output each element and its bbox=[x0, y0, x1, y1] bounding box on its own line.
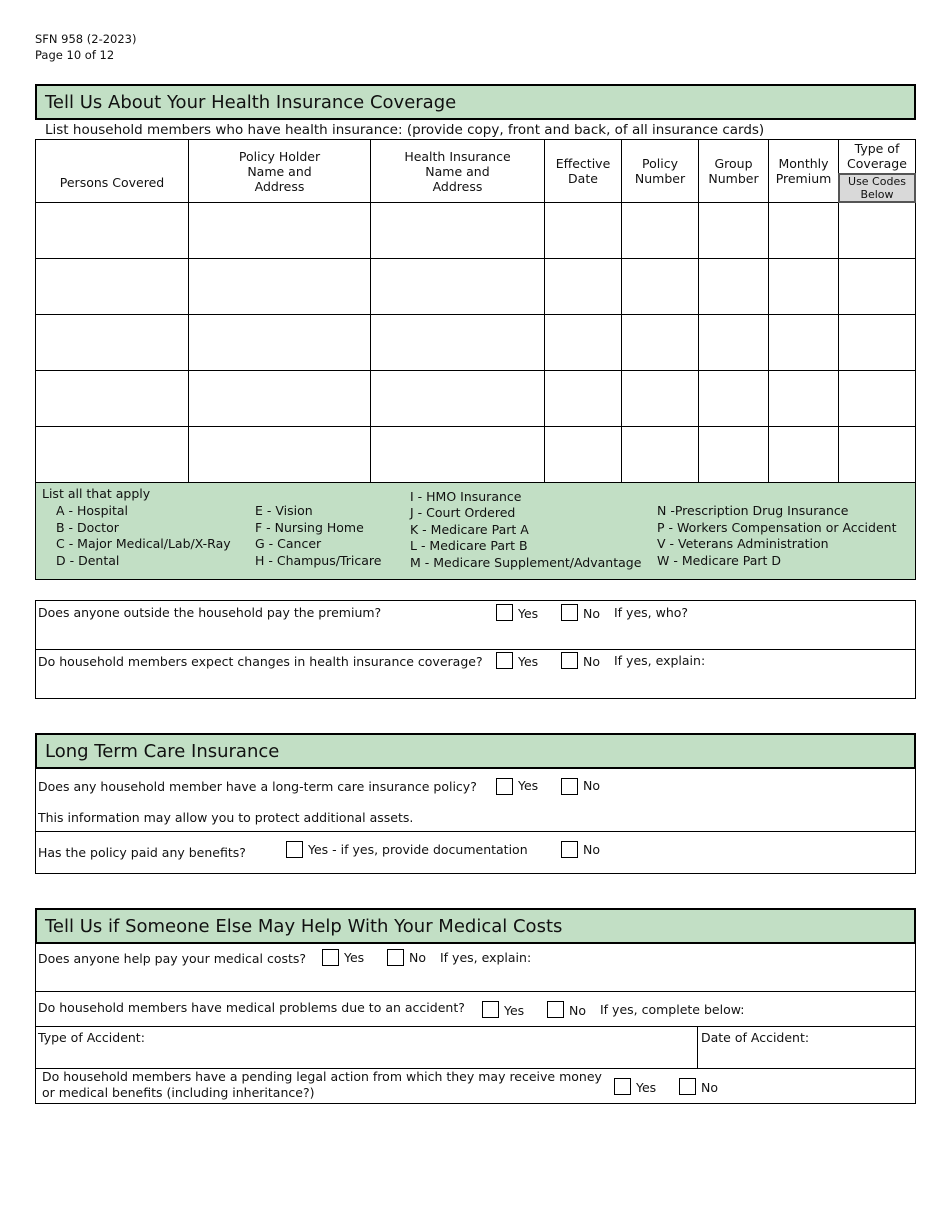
ltc-note: This information may allow you to protect additional assets. bbox=[38, 810, 414, 825]
no-label: No bbox=[583, 842, 600, 857]
q-help-pay-costs: Does anyone help pay your medical costs? bbox=[38, 951, 307, 966]
benefits-yes-checkbox[interactable] bbox=[286, 841, 303, 858]
code-h: H - Champus/Tricare bbox=[255, 553, 382, 568]
col-type-of-coverage: Type of Coverage bbox=[847, 141, 907, 171]
codes-intro: List all that apply bbox=[42, 486, 151, 501]
code-a: A - Hospital bbox=[56, 503, 129, 518]
no-label: No bbox=[583, 606, 600, 621]
code-j: J - Court Ordered bbox=[410, 505, 516, 520]
coverage-codes-legend bbox=[35, 482, 916, 580]
code-c: C - Major Medical/Lab/X-Ray bbox=[56, 536, 231, 551]
type-of-accident-field[interactable] bbox=[150, 1028, 694, 1066]
insurance-instructions: List household members who have health insurance: (provide copy, front and back, of all insurance cards) bbox=[45, 122, 765, 138]
col-insurance-name: Health Insurance Name and Address bbox=[404, 148, 511, 194]
if-yes-explain-label: If yes, explain: bbox=[440, 950, 532, 965]
code-f: F - Nursing Home bbox=[255, 520, 364, 535]
col-group-number: Group Number bbox=[708, 156, 759, 186]
yes-label: Yes bbox=[636, 1080, 657, 1095]
table-row[interactable] bbox=[36, 315, 915, 370]
section-title-medical-costs-help: Tell Us if Someone Else May Help With Your Medical Costs bbox=[35, 908, 916, 944]
code-d: D - Dental bbox=[56, 553, 120, 568]
col-monthly-premium: Monthly Premium bbox=[775, 156, 832, 186]
code-w: W - Medicare Part D bbox=[657, 553, 782, 568]
form-id: SFN 958 (2-2023) bbox=[35, 32, 137, 46]
code-i: I - HMO Insurance bbox=[410, 489, 522, 504]
q-accident-problems: Do household members have medical problems due to an accident? bbox=[38, 1000, 465, 1015]
use-codes-note: Use Codes Below bbox=[838, 173, 916, 203]
accident-no-checkbox[interactable] bbox=[547, 1001, 564, 1018]
page-number: Page 10 of 12 bbox=[35, 48, 115, 62]
benefits-no-checkbox[interactable] bbox=[561, 841, 578, 858]
ltc-policy-yes-checkbox[interactable] bbox=[496, 778, 513, 795]
table-row[interactable] bbox=[36, 259, 915, 314]
if-yes-who-label: If yes, who? bbox=[614, 605, 689, 620]
legal-action-yes-checkbox[interactable] bbox=[614, 1078, 631, 1095]
no-label: No bbox=[583, 778, 600, 793]
no-label: No bbox=[701, 1080, 718, 1095]
q-ltc-policy: Does any household member have a long-term care insurance policy? bbox=[38, 779, 477, 794]
code-v: V - Veterans Administration bbox=[657, 536, 829, 551]
q-policy-paid-benefits: Has the policy paid any benefits? bbox=[38, 845, 246, 860]
code-m: M - Medicare Supplement/Advantage bbox=[410, 555, 642, 570]
q-legal-action-line1: Do household members have a pending legal action from which they may receive money bbox=[42, 1069, 602, 1084]
no-label: No bbox=[409, 950, 426, 965]
table-row[interactable] bbox=[36, 427, 915, 482]
outside-pay-yes-checkbox[interactable] bbox=[496, 604, 513, 621]
yes-label: Yes bbox=[518, 778, 539, 793]
code-p: P - Workers Compensation or Accident bbox=[657, 520, 897, 535]
outside-pay-no-checkbox[interactable] bbox=[561, 604, 578, 621]
help-pay-yes-checkbox[interactable] bbox=[322, 949, 339, 966]
col-policy-holder: Policy Holder Name and Address bbox=[238, 148, 321, 194]
yes-label: Yes bbox=[504, 1003, 525, 1018]
q-legal-action-line2: or medical benefits (including inheritance?) bbox=[42, 1085, 315, 1100]
accident-yes-checkbox[interactable] bbox=[482, 1001, 499, 1018]
benefits-yes-label: Yes - if yes, provide documentation bbox=[308, 842, 528, 857]
yes-label: Yes bbox=[518, 654, 539, 669]
date-of-accident-field[interactable] bbox=[810, 1028, 912, 1066]
yes-label: Yes bbox=[344, 950, 365, 965]
expect-changes-no-checkbox[interactable] bbox=[561, 652, 578, 669]
table-row[interactable] bbox=[36, 203, 915, 258]
who-pays-field[interactable] bbox=[700, 603, 912, 647]
yes-label: Yes bbox=[518, 606, 539, 621]
q-outside-pay-premium: Does anyone outside the household pay the premium? bbox=[38, 605, 382, 620]
ltc-policy-no-checkbox[interactable] bbox=[561, 778, 578, 795]
col-policy-number: Policy Number bbox=[634, 156, 686, 186]
help-pay-explain-field[interactable] bbox=[535, 946, 912, 988]
code-n: N -Prescription Drug Insurance bbox=[657, 503, 849, 518]
changes-explain-field[interactable] bbox=[712, 652, 912, 696]
table-row[interactable] bbox=[36, 371, 915, 426]
code-e: E - Vision bbox=[255, 503, 313, 518]
no-label: No bbox=[569, 1003, 586, 1018]
section-title-health-insurance: Tell Us About Your Health Insurance Coverage bbox=[35, 84, 916, 120]
code-l: L - Medicare Part B bbox=[410, 538, 528, 553]
col-persons-covered: Persons Covered bbox=[59, 174, 165, 190]
legal-action-no-checkbox[interactable] bbox=[679, 1078, 696, 1095]
code-k: K - Medicare Part A bbox=[410, 522, 529, 537]
no-label: No bbox=[583, 654, 600, 669]
type-of-accident-label: Type of Accident: bbox=[38, 1030, 145, 1045]
col-effective-date: Effective Date bbox=[555, 156, 611, 186]
help-pay-no-checkbox[interactable] bbox=[387, 949, 404, 966]
if-yes-complete-label: If yes, complete below: bbox=[600, 1002, 745, 1017]
if-yes-explain-label: If yes, explain: bbox=[614, 653, 706, 668]
q-expect-changes: Do household members expect changes in health insurance coverage? bbox=[38, 654, 483, 669]
section-title-long-term-care: Long Term Care Insurance bbox=[35, 733, 916, 769]
date-of-accident-label: Date of Accident: bbox=[701, 1030, 810, 1045]
expect-changes-yes-checkbox[interactable] bbox=[496, 652, 513, 669]
code-b: B - Doctor bbox=[56, 520, 119, 535]
code-g: G - Cancer bbox=[255, 536, 322, 551]
